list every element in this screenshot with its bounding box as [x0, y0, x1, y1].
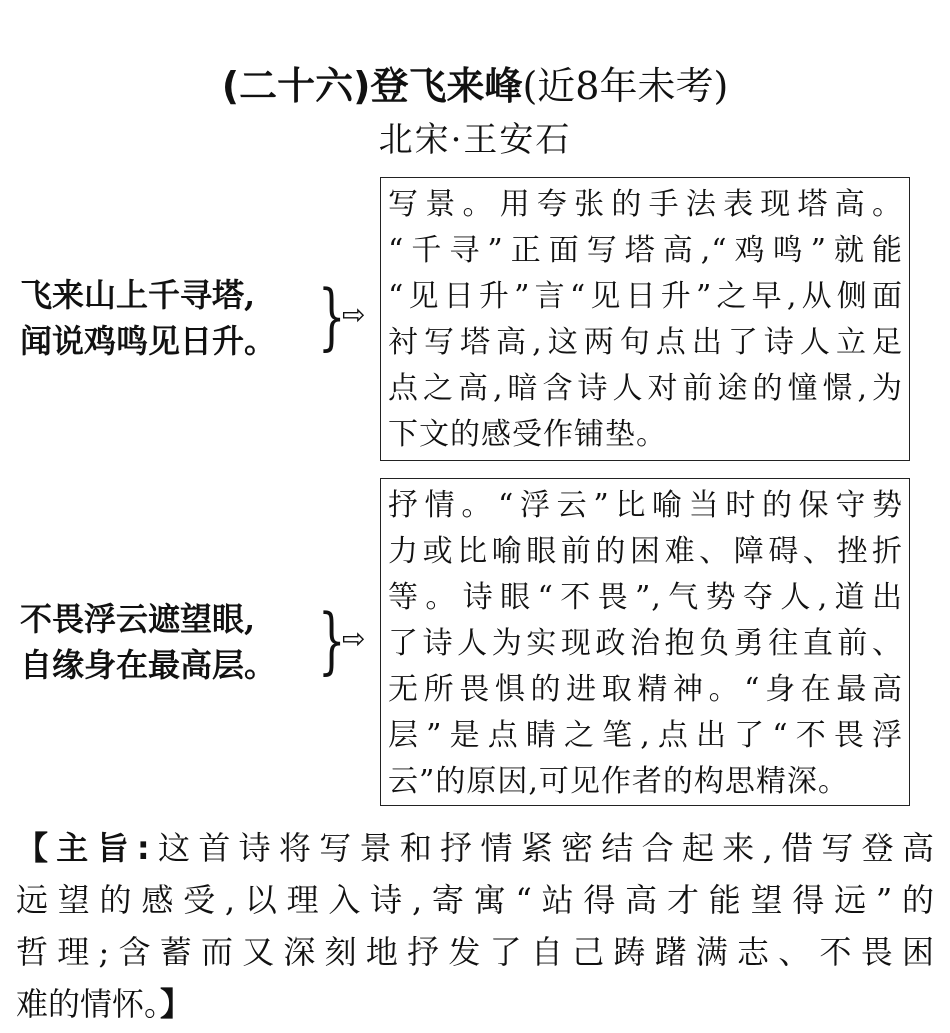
analysis-line: 点之高,暗含诗人对前途的憧憬,为	[388, 371, 903, 406]
analysis-box	[380, 478, 910, 806]
analysis-line: 写景。用夸张的手法表现塔高。	[388, 187, 903, 222]
exam-note: (近8年未考)	[522, 64, 729, 108]
analysis-line: 等。诗眼“不畏”,气势夺人,道出	[388, 580, 903, 615]
analysis-line: 力或比喻眼前的困难、障碍、挫折	[388, 534, 903, 569]
analysis-line: 云”的原因,可见作者的构思精深。	[388, 764, 849, 799]
poem-title-main: (二十六)登飞来峰	[221, 64, 523, 108]
analysis-line: 衬写塔高,这两句点出了诗人立足	[388, 325, 903, 360]
analysis-line: 层”是点睛之笔,点出了“不畏浮	[388, 718, 903, 753]
verse-line: 不畏浮云遮望眼,	[20, 600, 256, 638]
right-brace-icon: }	[318, 598, 346, 682]
analysis-line: 了诗人为实现政治抱负勇往直前、	[388, 626, 903, 661]
summary-line: 这首诗将写景和抒情紧密结合起来,借写登高	[149, 829, 934, 867]
verse-line: 自缘身在最高层。	[20, 646, 277, 684]
analysis-line: 无所畏惧的进取精神。“身在最高	[388, 672, 903, 707]
summary-line: 难的情怀。	[16, 985, 161, 1023]
summary-line: 远望的感受,以理入诗,寄寓“站得高才能望得远”的	[16, 881, 934, 919]
analysis-line: “见日升”言“见日升”之早,从侧面	[388, 279, 903, 314]
arrow-right-icon: ⇨	[342, 622, 366, 655]
poem-title	[0, 62, 950, 110]
analysis-box	[380, 177, 910, 461]
summary-close-bracket: 】	[160, 985, 193, 1023]
theme-summary	[16, 822, 934, 1030]
analysis-line: 下文的感受作铺垫。	[388, 417, 667, 452]
verse-line: 飞来山上千寻塔,	[20, 276, 256, 314]
right-brace-icon: }	[318, 274, 346, 358]
arrow-right-icon: ⇨	[342, 298, 366, 331]
verse-line: 闻说鸡鸣见日升。	[20, 322, 277, 360]
analysis-line: 抒情。“浮云”比喻当时的保守势	[388, 488, 903, 523]
poem-author: 北宋·王安石	[378, 120, 572, 160]
summary-line: 哲理;含蓄而又深刻地抒发了自己踌躇满志、不畏困	[16, 933, 934, 971]
summary-heading: 【主旨:	[16, 829, 150, 867]
analysis-line: “千寻”正面写塔高,“鸡鸣”就能	[388, 233, 903, 268]
